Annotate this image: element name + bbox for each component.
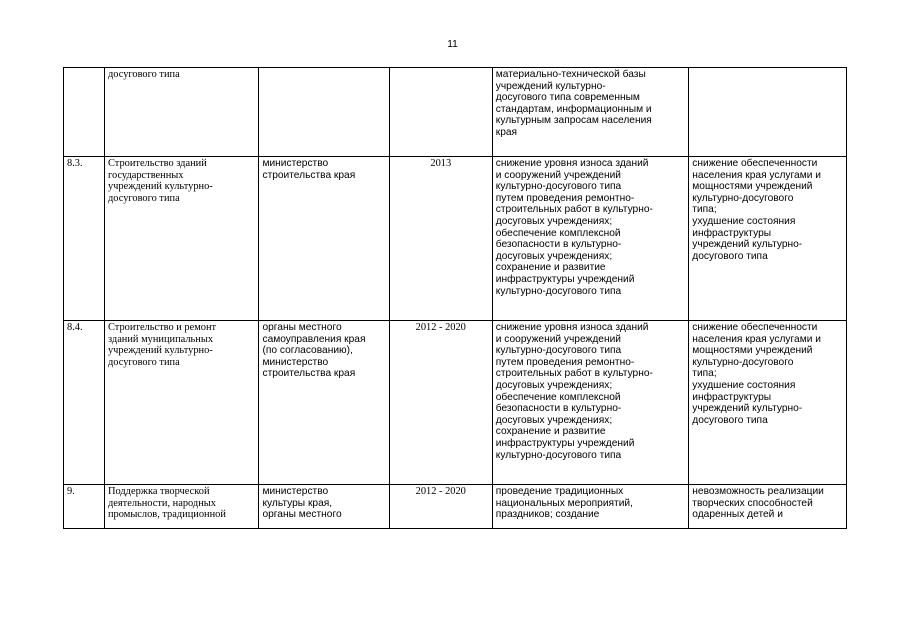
activity-name-cell: Строительство и ремонт зданий муниципальных учреждений культурно- досугового типа [104, 321, 258, 485]
expected-result-cell: снижение уровня износа зданий и сооружений учреждений культурно-досугового типа путем проведения ремонтно- строительных работ в культурно- досуговых учреждениях; обеспечение комплексной безопасности в культурно- досуговых учреждениях; сохранение и развитие инфраструктуры учреждений культурно-досугового типа [492, 321, 689, 485]
consequence-cell [689, 68, 847, 157]
term-cell: 2012 - 2020 [389, 485, 492, 529]
consequence-cell: невозможность реализации творческих способностей одаренных детей и [689, 485, 847, 529]
executor-cell: министерство строительства края [259, 157, 389, 321]
consequence-cell: снижение обеспеченности населения края услугами и мощностями учреждений культурно-досугового типа; ухудшение состояния инфраструктуры учреждений культурно- досугового типа [689, 321, 847, 485]
table-row [64, 157, 847, 321]
row-number-cell [64, 68, 105, 157]
executor-cell: министерство культуры края, органы местного [259, 485, 389, 529]
consequence-cell: снижение обеспеченности населения края услугами и мощностями учреждений культурно-досугового типа; ухудшение состояния инфраструктуры учреждений культурно- досугового типа [689, 157, 847, 321]
activity-name-cell: Строительство зданий государственных учреждений культурно- досугового типа [104, 157, 258, 321]
executor-cell [259, 68, 389, 157]
row-number-cell: 8.3. [64, 157, 105, 321]
table-row [64, 68, 847, 157]
expected-result-cell: проведение традиционных национальных мероприятий, праздников; создание [492, 485, 689, 529]
row-number-cell: 8.4. [64, 321, 105, 485]
activity-name-cell: Поддержка творческой деятельности, народных промыслов, традиционной [104, 485, 258, 529]
row-number-cell: 9. [64, 485, 105, 529]
page-number: 11 [447, 39, 458, 50]
table-row [64, 321, 847, 485]
term-cell: 2013 [389, 157, 492, 321]
activity-name-cell: досугового типа [104, 68, 258, 157]
expected-result-cell: снижение уровня износа зданий и сооружений учреждений культурно-досугового типа путем проведения ремонтно- строительных работ в культурно- досуговых учреждениях; обеспечение комплексной безопасности в культурно- досуговых учреждениях; сохранение и развитие инфраструктуры учреждений культурно-досугового типа [492, 157, 689, 321]
term-cell [389, 68, 492, 157]
program-activities-table [63, 67, 847, 529]
term-cell: 2012 - 2020 [389, 321, 492, 485]
table-row [64, 485, 847, 529]
expected-result-cell: материально-технической базы учреждений культурно- досугового типа современным стандартам, информационным и культурным запросам населения края [492, 68, 689, 157]
executor-cell: органы местного самоуправления края (по согласованию), министерство строительства края [259, 321, 389, 485]
